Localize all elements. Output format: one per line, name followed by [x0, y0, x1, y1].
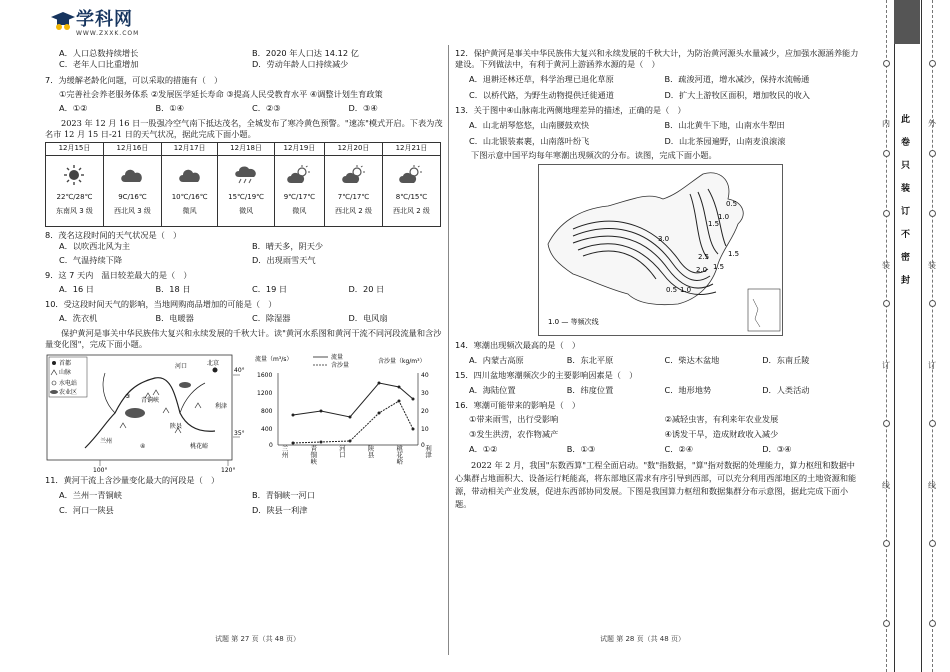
y-tick: 1600 [257, 372, 273, 380]
weather-day [161, 155, 217, 226]
option: A．①② [469, 443, 498, 454]
binding-hole [883, 300, 890, 307]
weather-wind: 微风 [292, 207, 307, 216]
option: B．2020 年人口达 14.12 亿 [252, 48, 359, 58]
intro-yellow-river: 保护黄河是事关中华民族伟大复兴和永续发展的千秋大计。读"黄河水系图和黄河干流不同河段流量和含沙量变化图"，完成下面小题。 [45, 328, 442, 350]
option: D．东南丘陵 [762, 354, 810, 365]
option: B．纬度位置 [566, 384, 614, 395]
binding-hole [883, 540, 890, 547]
weather-day [218, 155, 274, 226]
option: C．②④ [664, 443, 694, 454]
inner-line-label: 线 [882, 481, 890, 490]
option: D．人类活动 [762, 384, 810, 395]
map-label: 河口 [175, 363, 188, 371]
inner-line-label: 订 [882, 361, 890, 370]
binding-hole [883, 60, 890, 67]
q16-options [455, 444, 860, 455]
weather-temp: 10℃/16℃ [171, 192, 208, 201]
column-divider [448, 45, 449, 655]
binding-char: 卷 [901, 138, 911, 148]
weather-day [325, 155, 383, 226]
cloud-rain-icon [218, 161, 273, 189]
right-column [455, 48, 860, 512]
sun-cloud-icon [325, 161, 382, 189]
y-tick: 10 [421, 426, 429, 434]
question-13: 13．关于图中④山脉南北两侧地理差异的描述，正确的是（ ） [455, 105, 686, 116]
binding-char: 封 [901, 276, 911, 286]
binding-hole [929, 150, 936, 157]
y-tick: 1200 [257, 390, 273, 398]
contour-label: 0.5 [726, 199, 738, 208]
option: B．晴天多，阴天少 [252, 240, 324, 251]
question-15: 15．四川盆地寒潮频次少的主要影响因素是（ ） [455, 369, 638, 380]
outer-cut-line [932, 0, 933, 672]
option: D．扩大上游牧区面积，增加牧民的收入 [664, 90, 810, 101]
option: A．洗衣机 [59, 313, 98, 324]
binding-tab [894, 0, 920, 44]
chart-ylabel-right: 含沙量（kg/m³） [378, 358, 426, 366]
option: C．地形地势 [664, 384, 712, 395]
map-coord: 100° [93, 467, 108, 474]
statement: ①带来雨雪，出行受影响 [469, 413, 559, 424]
map-label: 陕县 [170, 423, 183, 431]
x-tick: 青铜峡 [309, 445, 318, 465]
y-tick: 400 [261, 426, 273, 434]
binding-hole [929, 300, 936, 307]
q16-items [455, 414, 860, 440]
binding-hole [929, 420, 936, 427]
question-12: 12．保护黄河是事关中华民族伟大复兴和永续发展的千秋大计，为防治黄河源头水量减少，应加强水源涵养能力建设。下列做法中，有利于黄河上游涵养水源的是（ ） [455, 48, 859, 70]
cold-wave-legend: 1.0 — 等频次线 [548, 317, 599, 326]
weather-date: 12月15日 [46, 143, 104, 155]
question-11: 11．黄河干流上含沙量变化最大的河段是（ ） [45, 475, 220, 486]
outer-line-label: 装 [928, 261, 936, 270]
map-label: ④ [140, 443, 146, 451]
y-tick: 0 [421, 442, 425, 450]
logo-title: 学科网 [76, 9, 133, 30]
contour-label: 1.0 [718, 212, 730, 221]
binding-char: 不 [901, 230, 911, 240]
binding-char: 装 [901, 184, 911, 194]
sun-cloud-icon [275, 161, 324, 189]
weather-wind: 东南风 3 级 [56, 207, 93, 216]
option: B．疏浚河道，增水减沙，保持水流畅通 [664, 74, 810, 85]
q6-options [45, 48, 445, 70]
figures-row [45, 353, 445, 473]
outer-line-label: 订 [928, 361, 936, 370]
option: C．19 日 [252, 284, 288, 295]
option: B．18 日 [155, 284, 191, 295]
weather-day [274, 155, 324, 226]
map-label: 兰州 [100, 438, 113, 446]
binding-hole [883, 150, 890, 157]
option: C．以桥代路，为野生动物提供迁徙通道 [469, 90, 614, 101]
binding-hole [883, 620, 890, 627]
y-tick: 800 [261, 408, 273, 416]
cloud-icon [104, 161, 161, 189]
contour-label: 1.5 [728, 249, 740, 258]
intro-cold-wave: 下图示意中国平均每年寒潮出现频次的分布。读图，完成下面小题。 [471, 150, 717, 161]
option: C．②③ [252, 103, 281, 114]
q11-options [45, 490, 445, 516]
option: D．电风扇 [348, 313, 388, 324]
option: C．河口一陕县 [59, 504, 114, 515]
page-footer-left: 试题 第 27 页（共 48 页） [215, 635, 300, 643]
question-14: 14．寒潮出现频次最高的是（ ） [455, 339, 581, 350]
logo [50, 10, 139, 37]
statement: ③发生洪涝，农作物减产 [469, 428, 559, 439]
page-footer-right: 试题 第 28 页（共 48 页） [600, 635, 685, 643]
q7-options [45, 103, 445, 114]
y-tick: 20 [421, 408, 429, 416]
logo-url: WWW.ZXXK.COM [76, 30, 140, 37]
x-tick: 河口 [337, 445, 346, 459]
map-coord: 40° [234, 367, 245, 375]
option: B．电暖器 [155, 313, 194, 324]
question-16: 16．寒潮可能带来的影响是（ ） [455, 399, 581, 410]
binding-char: 订 [901, 207, 911, 217]
option: A．兰州一青铜峡 [59, 489, 122, 500]
cloud-icon [162, 161, 217, 189]
legend-label: 首都 [59, 360, 72, 368]
option: C．山北银装素裹，山南落叶纷飞 [469, 136, 590, 147]
binding-strip [866, 0, 950, 672]
option: C．气温持续下降 [59, 255, 123, 265]
option: D．劳动年龄人口持续减少 [252, 59, 349, 70]
inner-cut-line [886, 0, 887, 672]
contour-label: 3.0 [658, 234, 670, 243]
weather-wind: 微风 [239, 207, 254, 216]
weather-temp: 9℃/17℃ [283, 192, 316, 201]
weather-date: 12月19日 [274, 143, 324, 155]
intro-weather: 2023 年 12 月 16 日一股强冷空气南下抵达茂名，全城发布了寒冷黄色预警。"速冻"模式开启。下表为茂名市 12 月 15 日-21 日的天气状况，据此完成下面小题。 [45, 118, 443, 140]
x-tick: 兰州 [280, 445, 289, 459]
weather-day [103, 155, 161, 226]
binding-hole [929, 540, 936, 547]
option: D．20 日 [348, 284, 385, 295]
option: A．①② [59, 103, 88, 114]
weather-day [382, 155, 440, 226]
weather-table [45, 142, 441, 226]
option: D．出现雨雪天气 [252, 255, 316, 265]
legend-label: 农业区 [59, 389, 78, 397]
weather-date: 12月18日 [218, 143, 274, 155]
legend-label: 山脉 [59, 369, 72, 377]
weather-day [46, 155, 104, 226]
x-tick: 陕县 [366, 445, 375, 459]
binding-bar [894, 0, 922, 672]
binding-hole [929, 60, 936, 67]
option: A．16 日 [59, 284, 94, 295]
weather-temp: 22℃/28℃ [56, 192, 93, 201]
weather-temp: 9C/16℃ [118, 192, 147, 201]
option: A．内蒙古高原 [469, 354, 524, 365]
map-coord: 35° [234, 430, 245, 438]
map-label: 北京 [207, 360, 220, 368]
weather-temp: 7℃/17℃ [337, 192, 370, 201]
option: C．柴达木盆地 [664, 354, 720, 365]
option: C．老年人口比重增加 [59, 59, 139, 70]
capital-icon [52, 361, 56, 365]
y-tick: 0 [269, 442, 273, 450]
weather-wind: 西北风 3 级 [114, 207, 151, 216]
option: B．东北平原 [566, 354, 614, 365]
option: B．①④ [155, 103, 184, 114]
outer-line-label: 线 [928, 481, 936, 490]
chart-legend: 流量 [331, 354, 344, 362]
weather-date: 12月20日 [325, 143, 383, 155]
sun-icon [46, 161, 103, 189]
option: A．退耕还林还草，科学治理已退化草原 [469, 74, 614, 85]
cold-wave-map [538, 164, 783, 336]
q7-items: ①完善社会养老服务体系 ②发展医学延长寿命 ③提高人民受教育水平 ④调整计划生育政策 [59, 89, 383, 100]
option: B．山北黄牛下地，山南水牛犁田 [664, 120, 785, 131]
statement: ②减轻虫害，有利来年农业发展 [664, 413, 779, 424]
statement: ④诱发干旱，造成财政收入减少 [664, 428, 779, 439]
intro-east-data-west-compute: 2022 年 2 月，我国"东数西算"工程全面启动。"数"指数据，"算"指对数据的处理能力，算力枢纽和数据中心集群占地面积大、设备运行耗能高，将东部地区需求有序引导到西部，可以充分利用西部地区的土地资源和能源，带动相关产业发展，促进东西部协同发展。下图是我国算力枢纽和数据集群分布示意图，据此完成下面小题。 [455, 460, 857, 510]
map-label: 桃花峪 [190, 443, 209, 451]
weather-wind: 西北风 2 级 [335, 207, 372, 216]
binding-hole [883, 210, 890, 217]
q8-options [45, 241, 445, 266]
contour-label: 1.5 [713, 262, 725, 271]
q13-options [455, 120, 860, 147]
map-label: 青铜峡 [141, 397, 160, 405]
chart-legend: 含沙量 [331, 362, 350, 370]
x-tick: 桃花峪 [395, 445, 404, 465]
weather-date: 12月17日 [161, 143, 217, 155]
legend-label: 水电站 [59, 380, 78, 388]
binding-hole [929, 210, 936, 217]
contour-label: 1.0 [680, 285, 692, 294]
binding-hole [883, 420, 890, 427]
farmland-icon [50, 390, 58, 394]
option: B．①③ [566, 443, 596, 454]
binding-char: 密 [901, 253, 911, 263]
q9-options [45, 284, 445, 295]
binding-char: 只 [901, 161, 911, 171]
contour-label: 2.0 [696, 265, 708, 274]
x-tick: 利津 [423, 445, 432, 459]
option: D．山北茶园遍野，山南麦浪滚滚 [664, 136, 786, 147]
y-tick: 40 [421, 372, 429, 380]
option: D．陕县一利津 [252, 504, 308, 515]
map-label: 利津 [215, 403, 228, 411]
inner-line-label: 内 [882, 119, 890, 128]
option: B．青铜峡一河口 [252, 489, 315, 500]
q12-options [455, 74, 860, 101]
q10-options [45, 313, 445, 324]
question-10: 10．受这段时间天气的影响，当地网购商品增加的可能是（ ） [45, 299, 277, 310]
question-8: 8．茂名这段时间的天气状况是（ ） [45, 229, 182, 240]
mortarboard-icon [50, 10, 76, 32]
option: A．海陆位置 [469, 384, 516, 395]
question-9: 9．这 7 天内 温日较差最大的是（ ） [45, 270, 192, 281]
outer-line-label: 外 [928, 119, 936, 128]
chart-stations [281, 445, 431, 465]
weather-temp: 8℃/15℃ [395, 192, 428, 201]
option: C．除湿器 [252, 313, 291, 324]
weather-date: 12月21日 [382, 143, 440, 155]
inner-line-label: 装 [882, 261, 890, 270]
option: A．山北胡琴悠悠，山南腰鼓欢快 [469, 120, 590, 131]
contour-label: 0.5 [666, 285, 678, 294]
q14-options [455, 355, 860, 366]
left-column [45, 48, 445, 516]
option: A．人口总数持续增长 [59, 48, 139, 58]
option: D．③④ [762, 443, 792, 454]
y-tick: 30 [421, 390, 429, 398]
weather-wind: 西北风 2 级 [393, 207, 430, 216]
sun-cloud-icon [383, 161, 440, 189]
map-label: ③ [125, 393, 131, 401]
question-7: 7．为缓解老龄化问题，可以采取的措施有（ ） [45, 75, 223, 86]
option: A．以吹西北风为主 [59, 240, 131, 251]
contour-label: 2.5 [698, 252, 710, 261]
option: D．③④ [348, 103, 378, 114]
q15-options [455, 385, 860, 396]
map-coord: 120° [221, 467, 236, 474]
binding-hole [929, 620, 936, 627]
chart-ylabel-left: 流量（m³/s） [255, 356, 293, 364]
weather-wind: 微风 [182, 207, 197, 216]
yellow-river-map [45, 353, 245, 473]
weather-date: 12月16日 [103, 143, 161, 155]
weather-temp: 15℃/19℃ [228, 192, 265, 201]
binding-char: 此 [901, 115, 911, 125]
contour-label: 1.5 [708, 219, 720, 228]
